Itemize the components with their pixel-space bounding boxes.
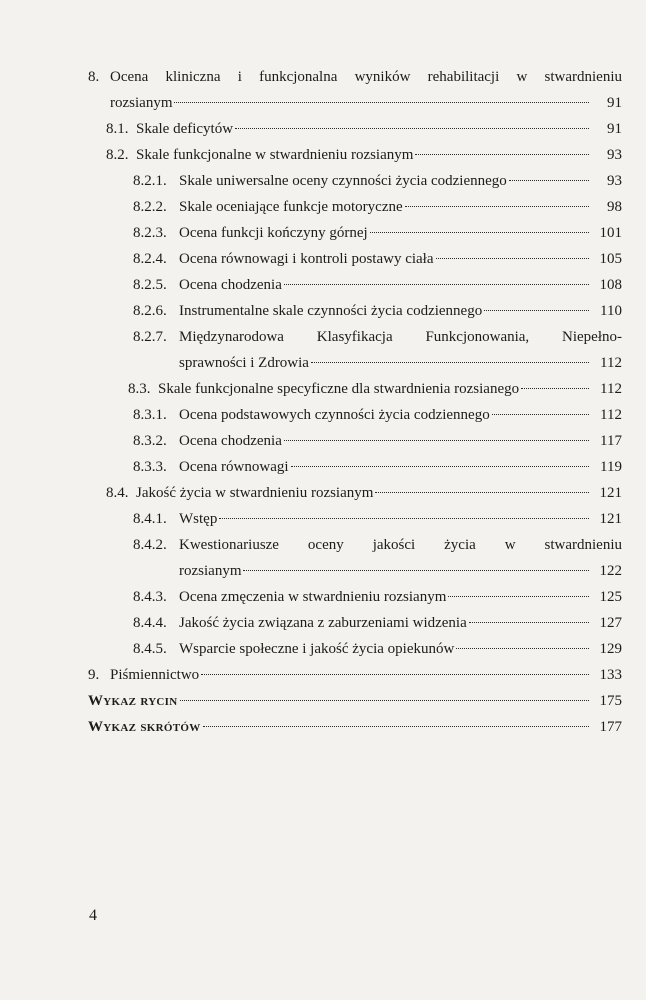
toc-title: Kwestionariusze oceny jakości życia w stwardnieniu — [179, 537, 622, 553]
toc-number: 8.2.2. — [133, 199, 167, 215]
toc-page: 110 — [600, 303, 622, 319]
toc-entry-8-4-4[interactable] — [88, 610, 622, 636]
toc-title: Ocena równowagi i kontroli postawy ciała — [179, 251, 434, 267]
table-of-contents — [88, 64, 622, 740]
toc-title: Wstęp — [179, 511, 218, 527]
toc-page: 93 — [607, 147, 622, 163]
toc-number: 8.4. — [106, 485, 129, 501]
dot-leader — [180, 700, 589, 701]
toc-page: 119 — [600, 459, 622, 475]
dot-leader — [375, 492, 589, 493]
toc-page: 129 — [599, 641, 622, 657]
toc-page: 91 — [607, 95, 622, 111]
dot-leader — [243, 570, 589, 571]
toc-title: Skale funkcjonalne w stwardnieniu rozsianym — [136, 147, 414, 163]
toc-page: 112 — [600, 407, 622, 423]
toc-entry-8-2-1[interactable] — [88, 168, 622, 194]
dot-leader — [521, 388, 589, 389]
dot-leader — [405, 206, 589, 207]
toc-page: 125 — [599, 589, 622, 605]
toc-entry-8-2-2[interactable] — [88, 194, 622, 220]
dot-leader — [235, 128, 589, 129]
toc-number: 8.2.3. — [133, 225, 167, 241]
toc-number: 8.3.3. — [133, 459, 167, 475]
dot-leader — [436, 258, 589, 259]
dot-leader — [492, 414, 589, 415]
toc-entry-9[interactable] — [88, 662, 622, 688]
toc-title: Ocena zmęczenia w stwardnieniu rozsianym — [179, 589, 447, 605]
dot-leader — [448, 596, 589, 597]
toc-entry-8-4[interactable] — [88, 480, 622, 506]
toc-entry-8-2[interactable] — [88, 142, 622, 168]
dot-leader — [311, 362, 589, 363]
toc-page: 117 — [600, 433, 622, 449]
toc-number: 8.2.6. — [133, 303, 167, 319]
dot-leader — [174, 102, 589, 103]
toc-number: 8. — [88, 69, 100, 85]
toc-entry-8-4-5[interactable] — [88, 636, 622, 662]
toc-title-cont: rozsianym — [179, 563, 242, 579]
toc-number: 8.1. — [106, 121, 129, 137]
toc-title: Jakość życia w stwardnieniu rozsianym — [136, 485, 374, 501]
toc-title: Instrumentalne skale czynności życia codziennego — [179, 303, 483, 319]
toc-entry-wykaz-skrotow[interactable] — [88, 714, 622, 740]
toc-entry-8-3-3[interactable] — [88, 454, 622, 480]
toc-entry-8-2-5[interactable] — [88, 272, 622, 298]
toc-number: 8.2.5. — [133, 277, 167, 293]
toc-number: 8.4.1. — [133, 511, 167, 527]
toc-entry-8-1[interactable] — [88, 116, 622, 142]
toc-number: 8.4.4. — [133, 615, 167, 631]
toc-number: 8.3. — [128, 381, 151, 397]
toc-entry-8-2-4[interactable] — [88, 246, 622, 272]
toc-title: Wykaz skrótów — [88, 719, 201, 735]
dot-leader — [469, 622, 589, 623]
toc-entry-8-4-2[interactable] — [88, 532, 622, 584]
toc-number: 8.4.3. — [133, 589, 167, 605]
toc-title: Skale deficytów — [136, 121, 234, 137]
toc-page: 105 — [599, 251, 622, 267]
toc-title-cont: sprawności i Zdrowia — [179, 355, 309, 371]
toc-title: Jakość życia związana z zaburzeniami widzenia — [179, 615, 467, 631]
toc-title: Ocena podstawowych czynności życia codziennego — [179, 407, 490, 423]
toc-title: Ocena równowagi — [179, 459, 289, 475]
toc-title: Wykaz rycin — [88, 693, 178, 709]
toc-entry-8-3[interactable] — [88, 376, 622, 402]
toc-entry-8-4-3[interactable] — [88, 584, 622, 610]
toc-title: Ocena kliniczna i funkcjonalna wyników rehabilitacji w stwardnieniu — [110, 69, 622, 85]
toc-entry-8-2-7[interactable] — [88, 324, 622, 376]
dot-leader — [284, 284, 589, 285]
toc-entry-8-4-1[interactable] — [88, 506, 622, 532]
toc-entry-8-2-6[interactable] — [88, 298, 622, 324]
toc-entry-8-2-3[interactable] — [88, 220, 622, 246]
toc-title: Ocena chodzenia — [179, 277, 282, 293]
toc-number: 8.4.5. — [133, 641, 167, 657]
dot-leader — [509, 180, 589, 181]
toc-number: 8.3.1. — [133, 407, 167, 423]
toc-number: 8.4.2. — [133, 537, 167, 553]
toc-entry-8-3-2[interactable] — [88, 428, 622, 454]
toc-page: 121 — [599, 511, 622, 527]
toc-number: 8.2.4. — [133, 251, 167, 267]
toc-title: Skale oceniające funkcje motoryczne — [179, 199, 403, 215]
toc-page: 108 — [599, 277, 622, 293]
toc-number: 8.2.7. — [133, 329, 167, 345]
toc-title: Skale funkcjonalne specyficzne dla stwardnienia rozsianego — [158, 381, 520, 397]
toc-number: 8.2. — [106, 147, 129, 163]
dot-leader — [291, 466, 589, 467]
toc-page: 122 — [599, 563, 622, 579]
toc-entry-wykaz-rycin[interactable] — [88, 688, 622, 714]
toc-page: 91 — [607, 121, 622, 137]
toc-title: Wsparcie społeczne i jakość życia opiekunów — [179, 641, 455, 657]
toc-title-cont: rozsianym — [110, 95, 173, 111]
toc-page: 93 — [607, 173, 622, 189]
dot-leader — [203, 726, 590, 727]
toc-title: Międzynarodowa Klasyfikacja Funkcjonowania, Niepełno- — [179, 329, 622, 345]
toc-page: 112 — [600, 381, 622, 397]
toc-number: 8.2.1. — [133, 173, 167, 189]
toc-title: Skale uniwersalne oceny czynności życia codziennego — [179, 173, 507, 189]
toc-entry-8[interactable] — [88, 64, 622, 116]
toc-title: Ocena chodzenia — [179, 433, 282, 449]
dot-leader — [415, 154, 589, 155]
toc-page: 98 — [607, 199, 622, 215]
toc-page: 177 — [599, 719, 622, 735]
dot-leader — [284, 440, 589, 441]
toc-title: Ocena funkcji kończyny górnej — [179, 225, 368, 241]
dot-leader — [456, 648, 589, 649]
toc-page: 101 — [599, 225, 622, 241]
toc-number: 8.3.2. — [133, 433, 167, 449]
toc-page: 127 — [599, 615, 622, 631]
toc-page: 133 — [599, 667, 622, 683]
dot-leader — [219, 518, 589, 519]
toc-number: 9. — [88, 667, 100, 683]
toc-page: 175 — [599, 693, 622, 709]
page-number: 4 — [89, 907, 97, 924]
dot-leader — [201, 674, 589, 675]
dot-leader — [370, 232, 589, 233]
toc-page: 112 — [600, 355, 622, 371]
toc-title: Piśmiennictwo — [110, 667, 200, 683]
toc-page: 121 — [599, 485, 622, 501]
dot-leader — [484, 310, 589, 311]
toc-entry-8-3-1[interactable] — [88, 402, 622, 428]
